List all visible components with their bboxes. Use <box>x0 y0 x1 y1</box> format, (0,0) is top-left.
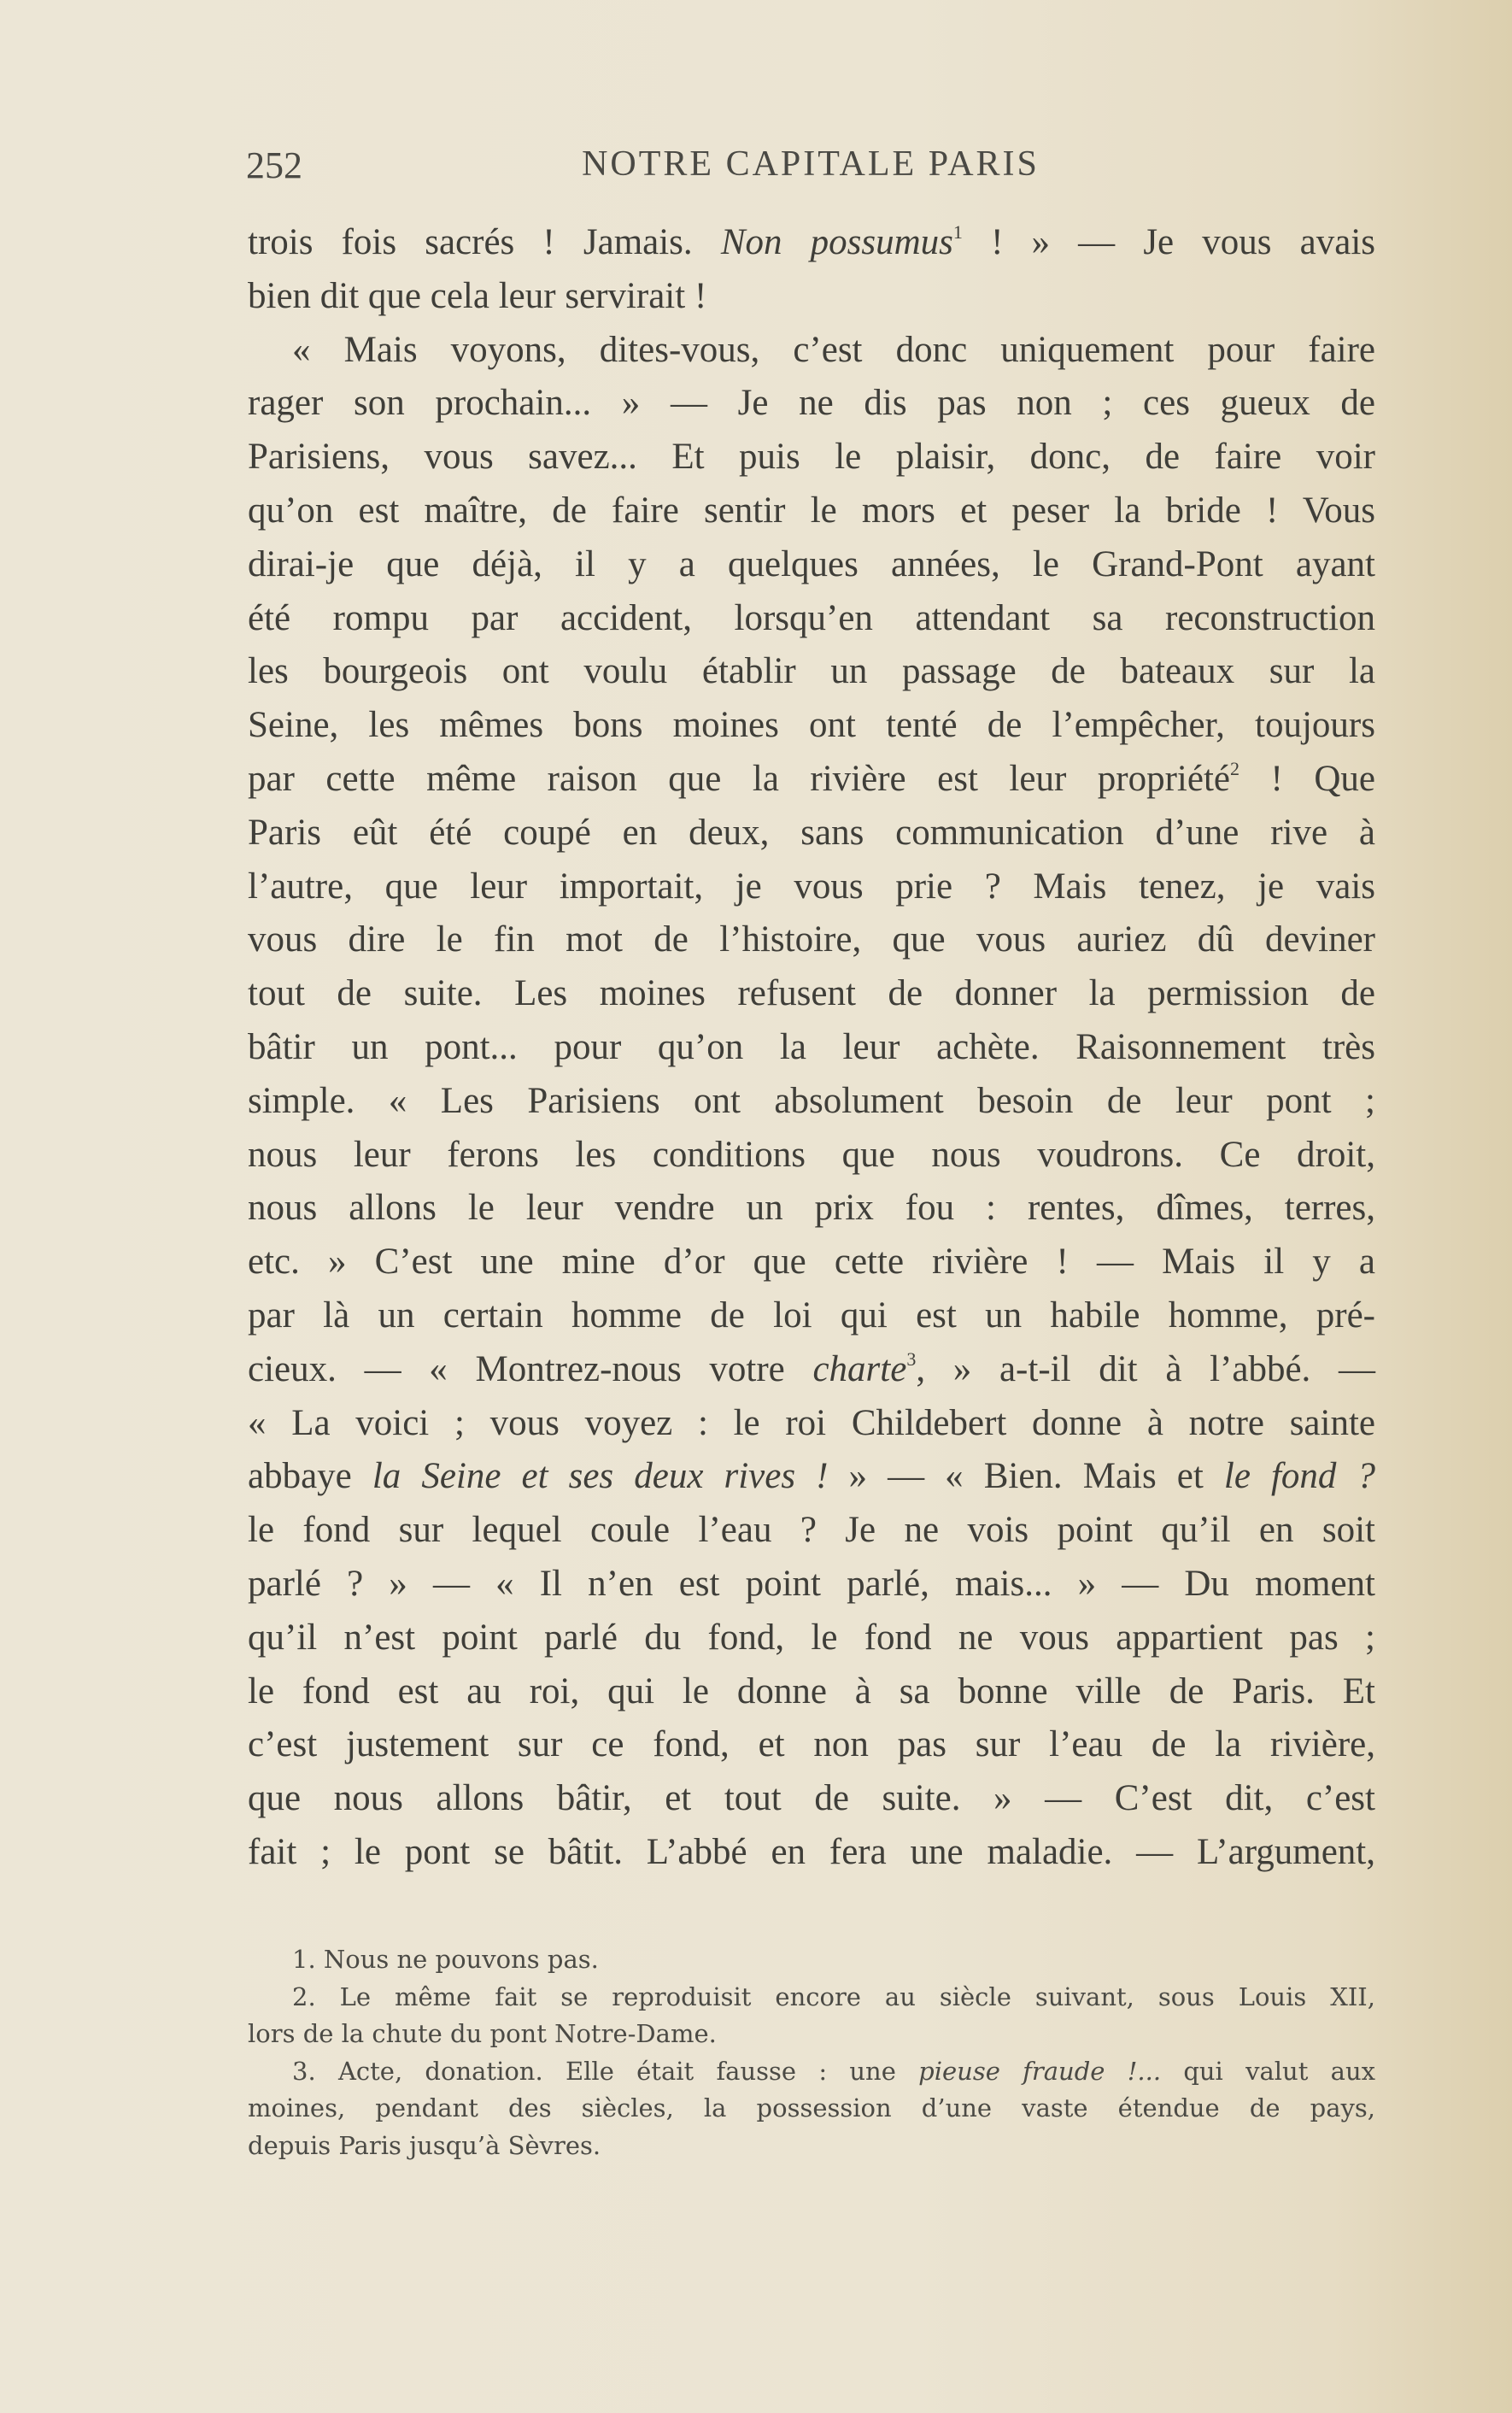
text-line: l’autre, que leur importait, je vous prie ? Mais tenez, je vais <box>248 866 1375 907</box>
footnote-2-continued: lors de la chute du pont Notre-Dame. <box>248 2019 717 2048</box>
text-line: tout de suite. Les moines refusent de donner la permission de <box>248 973 1375 1014</box>
footnotes <box>248 1941 1375 2164</box>
text-line: bâtir un pont... pour qu’on la leur achète. Raisonnement très <box>248 1026 1375 1067</box>
text-line: abbaye la Seine et ses deux rives ! » — « Bien. Mais et le fond ? <box>248 1456 1375 1497</box>
text-line: etc. » C’est une mine d’or que cette rivière ! — Mais il y a <box>248 1242 1375 1283</box>
text-line: qu’il n’est point parlé du fond, le fond ne vous appartient pas ; <box>248 1617 1375 1658</box>
text-line: bien dit que cela leur servirait ! <box>248 275 707 316</box>
text-line: vous dire le fin mot de l’histoire, que vous auriez dû deviner <box>248 919 1375 960</box>
text-line: Seine, les mêmes bons moines ont tenté de l’empêcher, toujours <box>248 705 1375 746</box>
text-line: que nous allons bâtir, et tout de suite. » — C’est dit, c’est <box>248 1778 1375 1819</box>
text-line: c’est justement sur ce fond, et non pas sur l’eau de la rivière, <box>248 1724 1375 1765</box>
footnote-2: 2. Le même fait se reproduisit encore au siècle suivant, sous Louis XII, <box>292 1981 1375 2011</box>
italic-text: Non possumus <box>720 222 953 262</box>
running-title: NOTRE CAPITALE PARIS <box>582 144 1040 184</box>
text-line: rager son prochain... » — Je ne dis pas non ; ces gueux de <box>248 383 1375 424</box>
text-line: trois fois sacrés ! Jamais. Non possumus$^1$ ! » — Je vous avais <box>248 221 1376 262</box>
text-line: qu’on est maître, de faire sentir le mors et peser la bride ! Vous <box>248 490 1375 531</box>
text-line: « Mais voyons, dites-vous, c’est donc uniquement pour faire <box>292 329 1375 370</box>
text-line: dirai-je que déjà, il y a quelques années, le Grand-Pont ayant <box>248 543 1375 584</box>
text-line: le fond sur lequel coule l’eau ? Je ne vois point qu’il en soit <box>248 1510 1375 1551</box>
italic-text: le fond ? <box>1223 1456 1375 1497</box>
text-line: Paris eût été coupé en deux, sans communication d’une rive à <box>248 812 1375 853</box>
text-line: le fond est au roi, qui le donne à sa bonne ville de Paris. Et <box>248 1670 1375 1711</box>
italic-text: charte <box>812 1348 907 1389</box>
text-line: parlé ? » — « Il n’en est point parlé, mais... » — Du moment <box>248 1563 1375 1604</box>
text-line: « La voici ; vous voyez : le roi Childebert donne à notre sainte <box>248 1402 1375 1443</box>
text-line: par cette même raison que la rivière est leur propriété$^2$ ! Que <box>248 757 1375 799</box>
page-number: 252 <box>246 144 302 186</box>
footnote-3-continued: depuis Paris jusqu’à Sèvres. <box>248 2130 601 2160</box>
text-line: été rompu par accident, lorsqu’en attendant sa reconstruction <box>248 597 1375 638</box>
text-line: Parisiens, vous savez... Et puis le plaisir, donc, de faire voir <box>248 437 1375 478</box>
text-line: par là un certain homme de loi qui est un habile homme, pré- <box>248 1295 1375 1336</box>
body-text <box>248 216 1375 1880</box>
footnote-3-continued: moines, pendant des siècles, la possession d’une vaste étendue de pays, <box>248 2093 1375 2122</box>
text-line: nous leur ferons les conditions que nous voudrons. Ce droit, <box>248 1134 1375 1175</box>
footnote-ref: 2 <box>1230 757 1239 779</box>
footnote-3: 3. Acte, donation. Elle était fausse : une pieuse fraude !... qui valut aux <box>292 2056 1375 2086</box>
text-line: simple. « Les Parisiens ont absolument besoin de leur pont ; <box>248 1080 1375 1121</box>
footnote-ref: 3 <box>906 1347 917 1370</box>
italic-text: la Seine et ses deux rives ! <box>372 1456 829 1497</box>
italic-text: pieuse fraude !... <box>918 2056 1162 2086</box>
footnote-1: 1. Nous ne pouvons pas. <box>292 1945 599 1974</box>
text-line: nous allons le leur vendre un prix fou : rentes, dîmes, terres, <box>248 1188 1375 1229</box>
text-line: les bourgeois ont voulu établir un passage de bateaux sur la <box>248 651 1375 692</box>
page-header <box>246 144 1375 195</box>
text-line: cieux. — « Montrez-nous votre charte$^3$, » a-t-il dit à l’abbé. — <box>248 1347 1375 1389</box>
footnote-ref: 1 <box>952 221 963 243</box>
text-line: fait ; le pont se bâtit. L’abbé en fera une maladie. — L’argument, <box>248 1831 1375 1872</box>
